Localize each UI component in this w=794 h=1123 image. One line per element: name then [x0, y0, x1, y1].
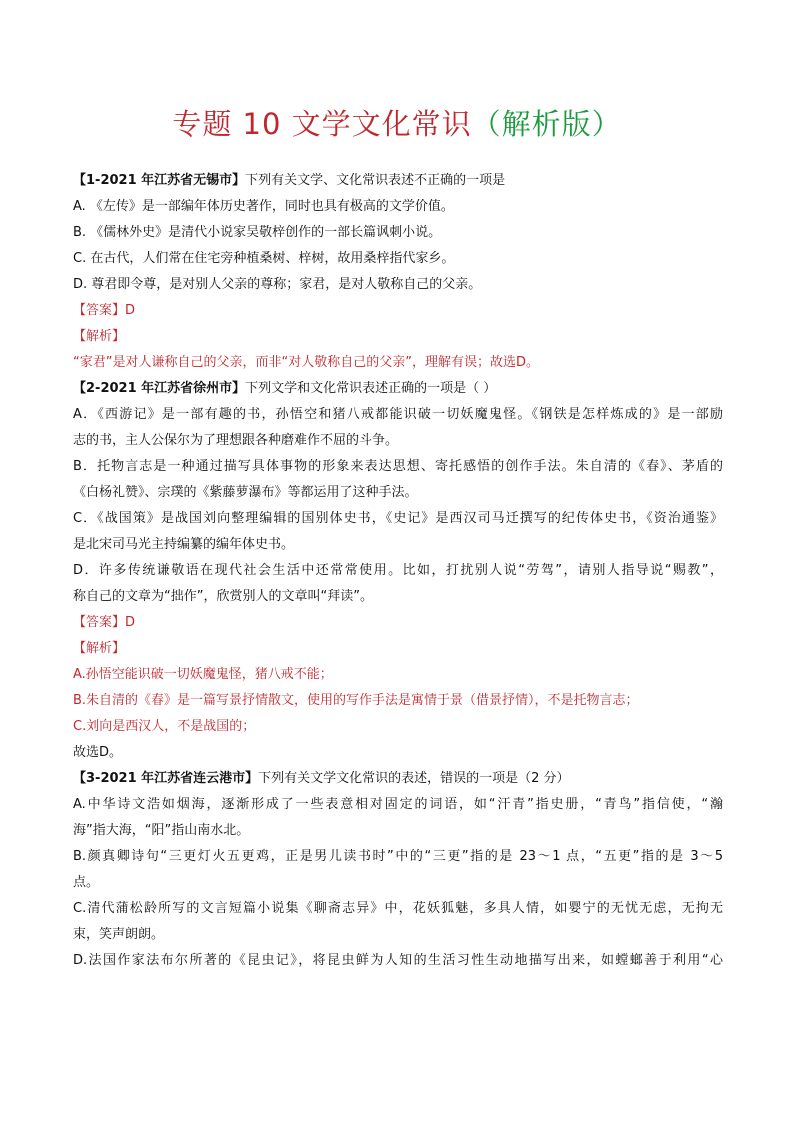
- q1-option-c: C. 在古代，人们常在住宅旁种植桑树、梓树，故用桑梓指代家乡。: [73, 251, 455, 266]
- q2-option-d-line2: 称自己的文章为“拙作”，欣赏别人的文章叫“拜读”。: [73, 589, 373, 604]
- q2-option-b-line1: B．托物言志是一种通过描写具体事物的形象来表达思想、寄托感悟的创作手法。朱自清的《春》、茅盾的: [73, 459, 723, 474]
- q1-analysis: “家君”是对人谦称自己的父亲，而非“对人敬称自己的父亲”，理解有误；故选D。: [73, 355, 539, 370]
- q2-option-b-line2: 《白杨礼赞》、宗璞的《紫藤萝瀑布》等都运用了这种手法。: [73, 485, 418, 500]
- q2-option-d-line1: D．许多传统谦敬语在现代社会生活中还常常使用。比如，打扰别人说“劳驾”，请别人指导说“赐教”，: [73, 563, 723, 578]
- q3-option-b-line2: 点。: [73, 875, 100, 890]
- q2-option-a-line1: A．《西游记》是一部有趣的书，孙悟空和猪八戒都能识破一切妖魔鬼怪。《钢铁是怎样炼成的》是一部励: [73, 407, 723, 422]
- q1-option-a: A. 《左传》是一部编年体历史著作，同时也具有极高的文学价值。: [73, 199, 454, 214]
- q3-option-a-line1: A.中华诗文浩如烟海，逐渐形成了一些表意相对固定的词语，如“汗青”指史册，“青鸟”指信使，“瀚: [73, 797, 723, 812]
- q1-source: 【1-2021 年江苏省无锡市】: [73, 173, 246, 188]
- q2-analysis-c: C.刘向是西汉人，不是战国的；: [73, 719, 256, 734]
- q3-header: [73, 766, 723, 792]
- q1-header: [73, 168, 723, 194]
- q1-answer: 【答案】D: [73, 303, 136, 318]
- q2-stem: 下列文学和文化常识表述正确的一项是（ ）: [245, 381, 497, 396]
- title-main: 专题 10 文学文化常识: [172, 107, 472, 141]
- q2-option-c-line2: 是北宋司马光主持编纂的编年体史书。: [73, 537, 295, 552]
- title-sub: （解析版）: [471, 107, 622, 141]
- q3-option-b-line1: B.颜真卿诗句“三更灯火五更鸡，正是男儿读书时”中的“三更”指的是 23～1 点，“五更”指的是 3～5: [73, 849, 723, 864]
- q1-stem: 下列有关文学、文化常识表述不正确的一项是: [245, 173, 506, 188]
- q3-option-c-line2: 束，笑声朗朗。: [73, 927, 165, 942]
- question-list: [73, 168, 723, 974]
- q2-source: 【2-2021 年江苏省徐州市】: [73, 381, 246, 396]
- q1-analysis-label: 【解析】: [73, 329, 126, 344]
- q2-conclusion: 故选D。: [73, 745, 123, 760]
- q2-option-a-line2: 志的书，主人公保尔为了理想跟各种磨难作不屈的斗争。: [73, 433, 399, 448]
- q2-analysis-label: 【解析】: [73, 641, 126, 656]
- q2-analysis-a: A.孙悟空能识破一切妖魔鬼怪，猪八戒不能；: [73, 667, 333, 682]
- q3-option-d-line1: D.法国作家法布尔所著的《昆虫记》，将昆虫鲜为人知的生活习性生动地描写出来，如螳螂善于利用“心: [73, 953, 723, 968]
- q3-source: 【3-2021 年江苏省连云港市】: [73, 771, 259, 786]
- q3-stem: 下列有关文学文化常识的表述，错误的一项是（2 分）: [258, 771, 570, 786]
- q2-header: [73, 376, 723, 402]
- q1-option-b: B. 《儒林外史》是清代小说家吴敬梓创作的一部长篇讽刺小说。: [73, 225, 442, 240]
- q3-option-a-line2: 海”指大海，“阳”指山南水北。: [73, 823, 250, 838]
- page-title: [0, 102, 794, 143]
- q2-option-c-line1: C．《战国策》是战国刘向整理编辑的国别体史书，《史记》是西汉司马迁撰写的纪传体史书，《资治通鉴》: [73, 511, 723, 526]
- q2-answer: 【答案】D: [73, 615, 136, 630]
- q2-analysis-b: B.朱自清的《春》是一篇写景抒情散文，使用的写作手法是寓情于景（借景抒情），不是托物言志；: [73, 693, 639, 708]
- q3-option-c-line1: C.清代蒲松龄所写的文言短篇小说集《聊斋志异》中，花妖狐魅，多具人情，如婴宁的无忧无虑，无拘无: [73, 901, 723, 916]
- q1-option-d: D. 尊君即令尊，是对别人父亲的尊称；家君，是对人敬称自己的父亲。: [73, 277, 482, 292]
